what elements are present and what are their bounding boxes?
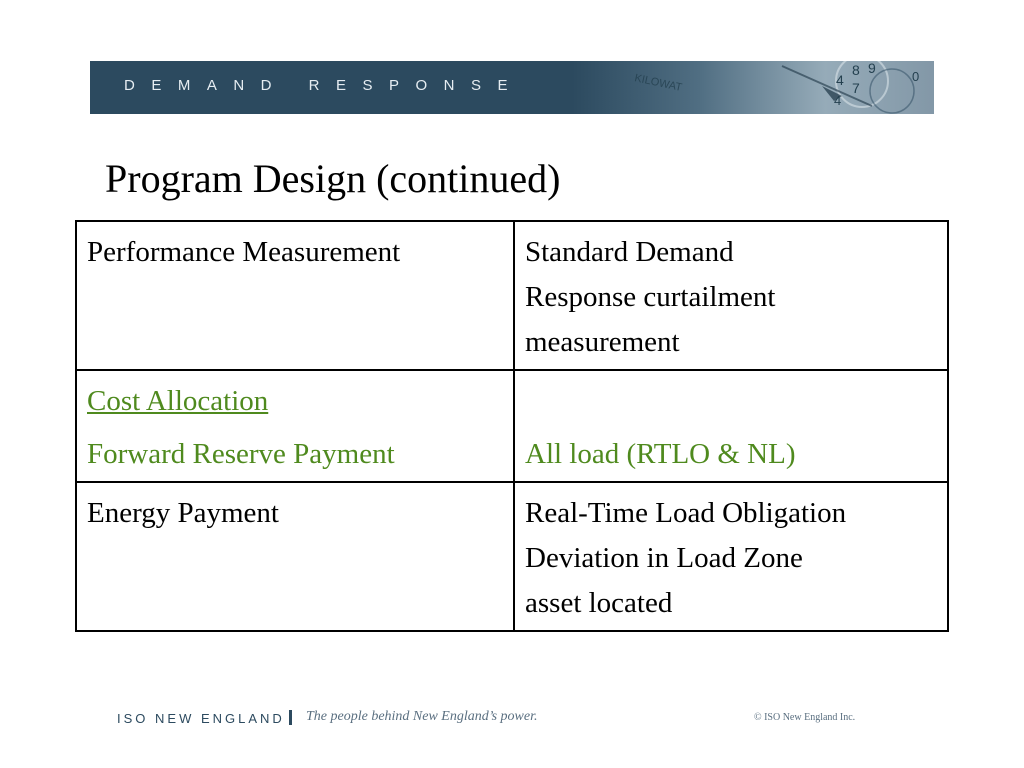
footer-tagline: The people behind New England’s power. <box>306 709 538 724</box>
cell-line: Deviation in Load Zone <box>525 542 803 574</box>
footer-divider <box>289 710 292 725</box>
kilowatt-meter-image <box>572 61 934 114</box>
cost-allocation-link[interactable]: Cost Allocation <box>87 385 269 417</box>
cell-line: asset located <box>525 587 673 619</box>
table-cell-all-load <box>514 370 948 482</box>
table-cell-standard-demand-response <box>514 221 948 370</box>
meter-digit: 8 <box>852 62 860 78</box>
svg-text:KILOWAT <box>633 72 683 94</box>
cell-line: Standard Demand <box>525 236 734 268</box>
table-cell-real-time-load-obligation <box>514 482 948 631</box>
table-cell-performance-measurement <box>76 221 514 370</box>
meter-digit: 9 <box>868 61 876 76</box>
meter-digit: 0 <box>912 69 920 84</box>
table-row <box>76 370 948 482</box>
cell-spacer <box>525 379 937 424</box>
cell-line: All load (RTLO & NL) <box>525 438 796 470</box>
cell-line: Forward Reserve Payment <box>87 438 395 470</box>
meter-digit: 4 <box>836 72 844 88</box>
footer-org-name: ISO NEW ENGLAND <box>117 711 285 726</box>
table-row <box>76 482 948 631</box>
meter-digit: 4 <box>834 93 842 108</box>
cell-line: measurement <box>525 326 680 358</box>
table-row <box>76 221 948 370</box>
header-banner <box>90 61 934 114</box>
cell-line: Response curtailment <box>525 281 776 313</box>
cell-line: Performance Measurement <box>87 236 401 268</box>
meter-digit: 7 <box>852 80 860 96</box>
cell-line: Real-Time Load Obligation <box>525 497 847 529</box>
table-cell-energy-payment <box>76 482 514 631</box>
footer-copyright: © ISO New England Inc. <box>754 712 856 723</box>
table-cell-cost-allocation <box>76 370 514 482</box>
cell-line: Energy Payment <box>87 497 279 529</box>
footer <box>117 709 877 729</box>
program-design-table <box>75 220 949 632</box>
meter-label: KILOWAT <box>633 72 684 94</box>
page-title: Program Design (continued) <box>105 156 561 201</box>
banner-title: DEMAND RESPONSE <box>124 77 525 94</box>
